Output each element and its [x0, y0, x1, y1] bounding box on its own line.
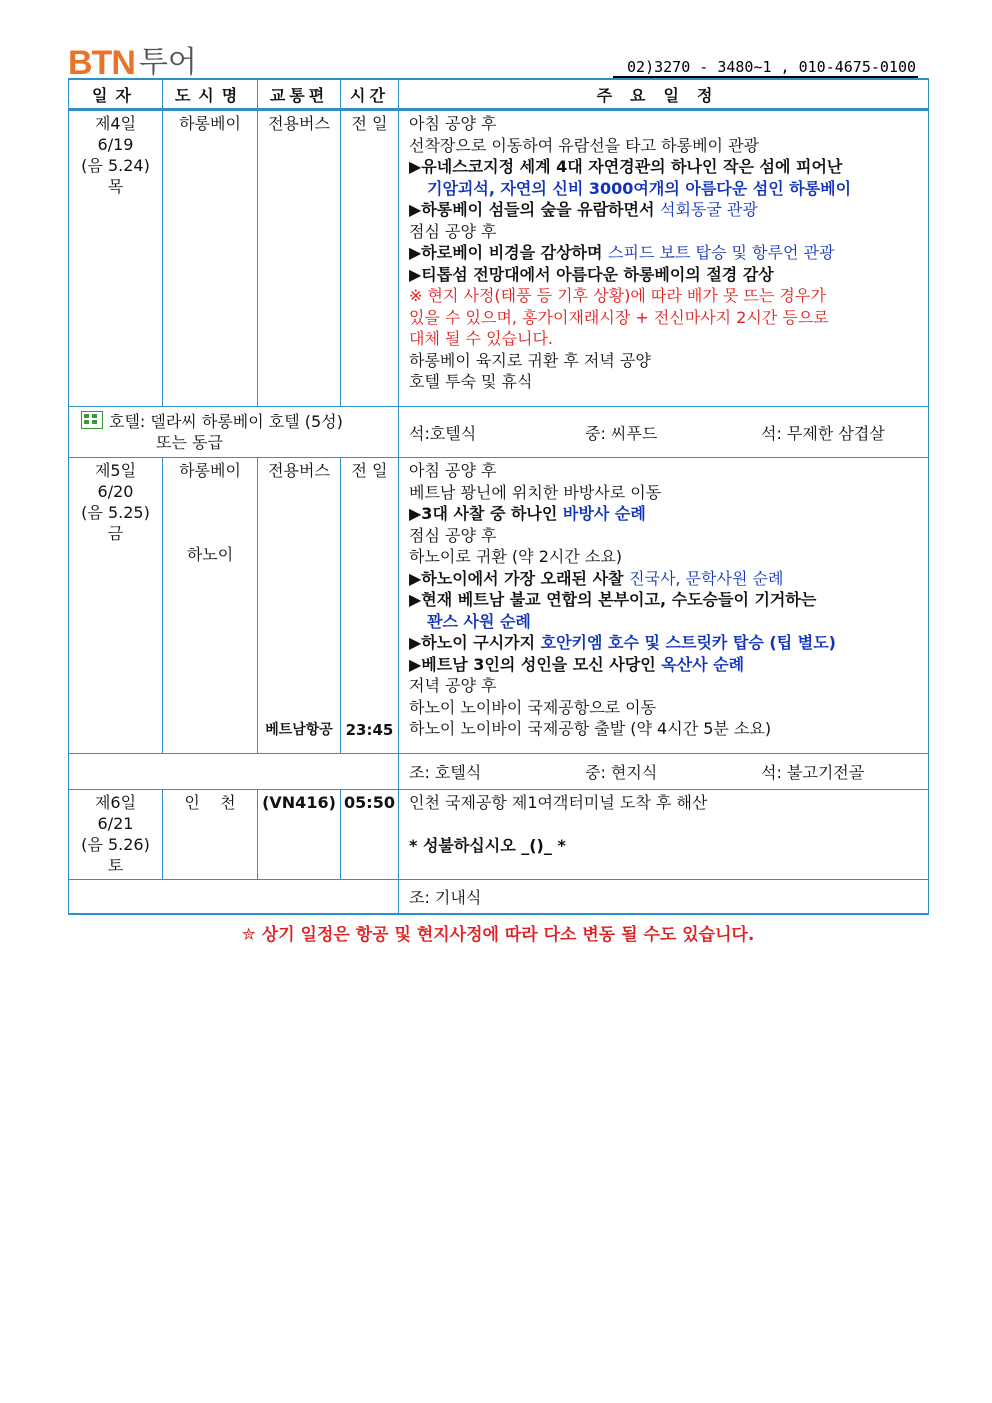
day5-time2: 23:45	[345, 721, 394, 739]
schedule-line: 아침 공양 후	[409, 114, 497, 133]
day5-weekday: 금	[107, 524, 124, 543]
schedule-text: ▶하롱베이 섬들의 숲을 유람하면서	[409, 200, 660, 219]
day5-time: 전 일	[351, 461, 388, 480]
day4-schedule	[399, 110, 929, 407]
table-row-day6	[69, 790, 929, 880]
schedule-line: 점심 공양 후	[409, 221, 497, 241]
table-row-day4-hotel	[69, 407, 929, 458]
schedule-line: 기암괴석, 자연의 신비 3000여개의 아름다운 섬인 하롱베이	[427, 178, 852, 198]
schedule-highlight: 옥산사 순례	[661, 654, 745, 674]
schedule-note: 대체 될 수 있습니다.	[409, 329, 553, 348]
day4-day: 제4일	[94, 114, 137, 133]
schedule-closing: * 성불하십시오 _()_ *	[409, 835, 566, 855]
schedule-text: ▶3대 사찰 중 하나인	[409, 504, 563, 523]
schedule-line: 저녁 공양 후	[409, 676, 497, 695]
schedule-line: 아침 공양 후	[409, 461, 497, 480]
day5-city-cell	[163, 458, 258, 754]
day5-transport-cell	[258, 458, 341, 754]
schedule-highlight: 스피드 보트 탑승 및 항루언 관광	[608, 243, 835, 262]
meal-lunch: 중: 씨푸드	[585, 423, 658, 443]
schedule-line	[409, 242, 922, 264]
schedule-text: ▶하노이 구시가지	[409, 633, 541, 652]
schedule-line	[409, 503, 922, 525]
hotel-building-icon	[81, 411, 103, 429]
day4-time: 전 일	[341, 110, 399, 407]
day5-city: 하롱베이	[179, 461, 241, 480]
day4-date-cell	[69, 110, 163, 407]
col-header-date: 일자	[69, 79, 163, 110]
day6-meal-spacer	[69, 880, 399, 914]
day4-hotel-cell	[69, 407, 399, 458]
schedule-line	[409, 199, 922, 221]
schedule-text: ▶하로베이 비경을 감상하며	[409, 243, 609, 262]
schedule-line: 꽌스 사원 순례	[427, 611, 531, 631]
schedule-line: ▶현재 베트남 불교 연합의 본부이고, 수도승들이 기거하는	[409, 590, 817, 609]
schedule-line: 점심 공양 후	[409, 525, 497, 545]
logo-btn-text: BTN	[68, 44, 135, 82]
day6-date: 6/21	[97, 814, 134, 833]
day5-date-cell	[69, 458, 163, 754]
meal-breakfast: 조: 기내식	[409, 887, 482, 907]
schedule-line: 베트남 꽝닌에 위치한 바방사로 이동	[409, 482, 662, 502]
day6-date-cell	[69, 790, 163, 880]
meal-dinner: 석: 불고기전골	[761, 763, 865, 782]
day4-weekday: 목	[107, 177, 124, 196]
day5-day: 제5일	[94, 461, 137, 480]
col-header-schedule: 주요일정	[399, 79, 929, 110]
hotel-line	[81, 411, 392, 432]
day5-time-cell	[341, 458, 399, 754]
hotel-alt: 또는 동급	[156, 433, 223, 452]
table-row-day6-meals	[69, 880, 929, 914]
day4-meals	[399, 407, 929, 458]
schedule-line: 하롱베이 육지로 귀환 후 저녁 공양	[409, 350, 651, 370]
col-header-city: 도시명	[163, 79, 258, 110]
meal-breakfast: 조: 호텔식	[409, 763, 482, 782]
logo-tour-text: 투어	[138, 45, 197, 80]
col-header-transport: 교통편	[258, 79, 341, 110]
schedule-highlight: 바방사 순례	[562, 504, 646, 523]
schedule-line	[409, 632, 922, 654]
schedule-line: ▶유네스코지정 세계 4대 자연경관의 하나인 작은 섬에 피어난	[409, 157, 843, 176]
schedule-line: ▶티톱섬 전망대에서 아름다운 하롱베이의 절경 감상	[409, 264, 774, 284]
schedule-line: 하노이 노이바이 국제공항으로 이동	[409, 697, 657, 717]
day6-time: 05:50	[341, 790, 399, 880]
schedule-line: 호텔 투숙 및 휴식	[409, 372, 533, 391]
day6-city: 인 천	[163, 790, 258, 880]
schedule-line: 인천 국제공항 제1여객터미널 도착 후 해산	[409, 793, 708, 812]
day6-weekday: 토	[107, 856, 124, 875]
day6-schedule	[399, 790, 929, 880]
schedule-text: ▶하노이에서 가장 오래된 사찰	[409, 568, 630, 588]
table-row-day5-meals	[69, 754, 929, 790]
schedule-line: 하노이 노이바이 국제공항 출발 (약 4시간 5분 소요)	[409, 719, 772, 738]
notice-text: ✮ 상기 일정은 항공 및 현지사정에 따라 다소 변동 될 수도 있습니다.	[241, 925, 755, 945]
day4-date: 6/19	[97, 135, 134, 154]
schedule-text: ▶베트남 3인의 성인을 모신 사당인	[409, 654, 662, 674]
day6-lunar: (음 5.26)	[81, 835, 150, 854]
day5-date: 6/20	[97, 482, 134, 501]
hotel-name: 호텔: 델라씨 하롱베이 호텔 (5성)	[109, 412, 343, 431]
day5-meals	[399, 754, 929, 790]
btn-tour-logo	[68, 40, 197, 80]
col-header-time: 시간	[341, 79, 399, 110]
day6-day: 제6일	[94, 793, 137, 812]
day5-lunar: (음 5.25)	[81, 503, 150, 522]
meal-lunch: 중: 현지식	[585, 763, 658, 782]
day4-transport: 전용버스	[258, 110, 341, 407]
schedule-highlight: 호안키엠 호수 및 스트릿카 탑승 (팁 별도)	[540, 633, 836, 652]
schedule-highlight: 진국사, 문학사원 순례	[629, 568, 784, 588]
schedule-note: 있을 수 있으며, 홍가이재래시장 + 전신마사지 2시간 등으로	[409, 307, 829, 327]
day6-meals	[399, 880, 929, 914]
schedule-line: 선착장으로 이동하여 유람선을 타고 하롱베이 관광	[409, 135, 760, 155]
day5-schedule	[399, 458, 929, 754]
schedule-line	[409, 568, 922, 590]
day5-city2: 하노이	[186, 545, 234, 564]
table-header-row	[69, 79, 929, 110]
table-row-day4	[69, 110, 929, 407]
table-row-day5	[69, 458, 929, 754]
itinerary-table	[68, 78, 929, 915]
day5-transport2: 베트남항공	[265, 722, 333, 738]
day6-transport: (VN416)	[258, 790, 341, 880]
day4-lunar: (음 5.24)	[81, 156, 150, 175]
schedule-line: 하노이로 귀환 (약 2시간 소요)	[409, 547, 623, 566]
day5-meal-spacer	[69, 754, 399, 790]
schedule-note: ※ 현지 사정(태풍 등 기후 상황)에 따라 배가 못 뜨는 경우가	[409, 286, 826, 305]
schedule-highlight: 석회동굴 관광	[659, 200, 758, 219]
meal-dinner: 석:호텔식	[409, 423, 477, 443]
day4-city: 하롱베이	[163, 110, 258, 407]
phone-numbers: 02)3270 - 3480~1 , 010-4675-0100	[627, 58, 916, 76]
meal-dinner2: 석: 무제한 삼겹살	[761, 423, 885, 443]
day5-transport: 전용버스	[268, 461, 330, 480]
schedule-line	[409, 654, 922, 676]
